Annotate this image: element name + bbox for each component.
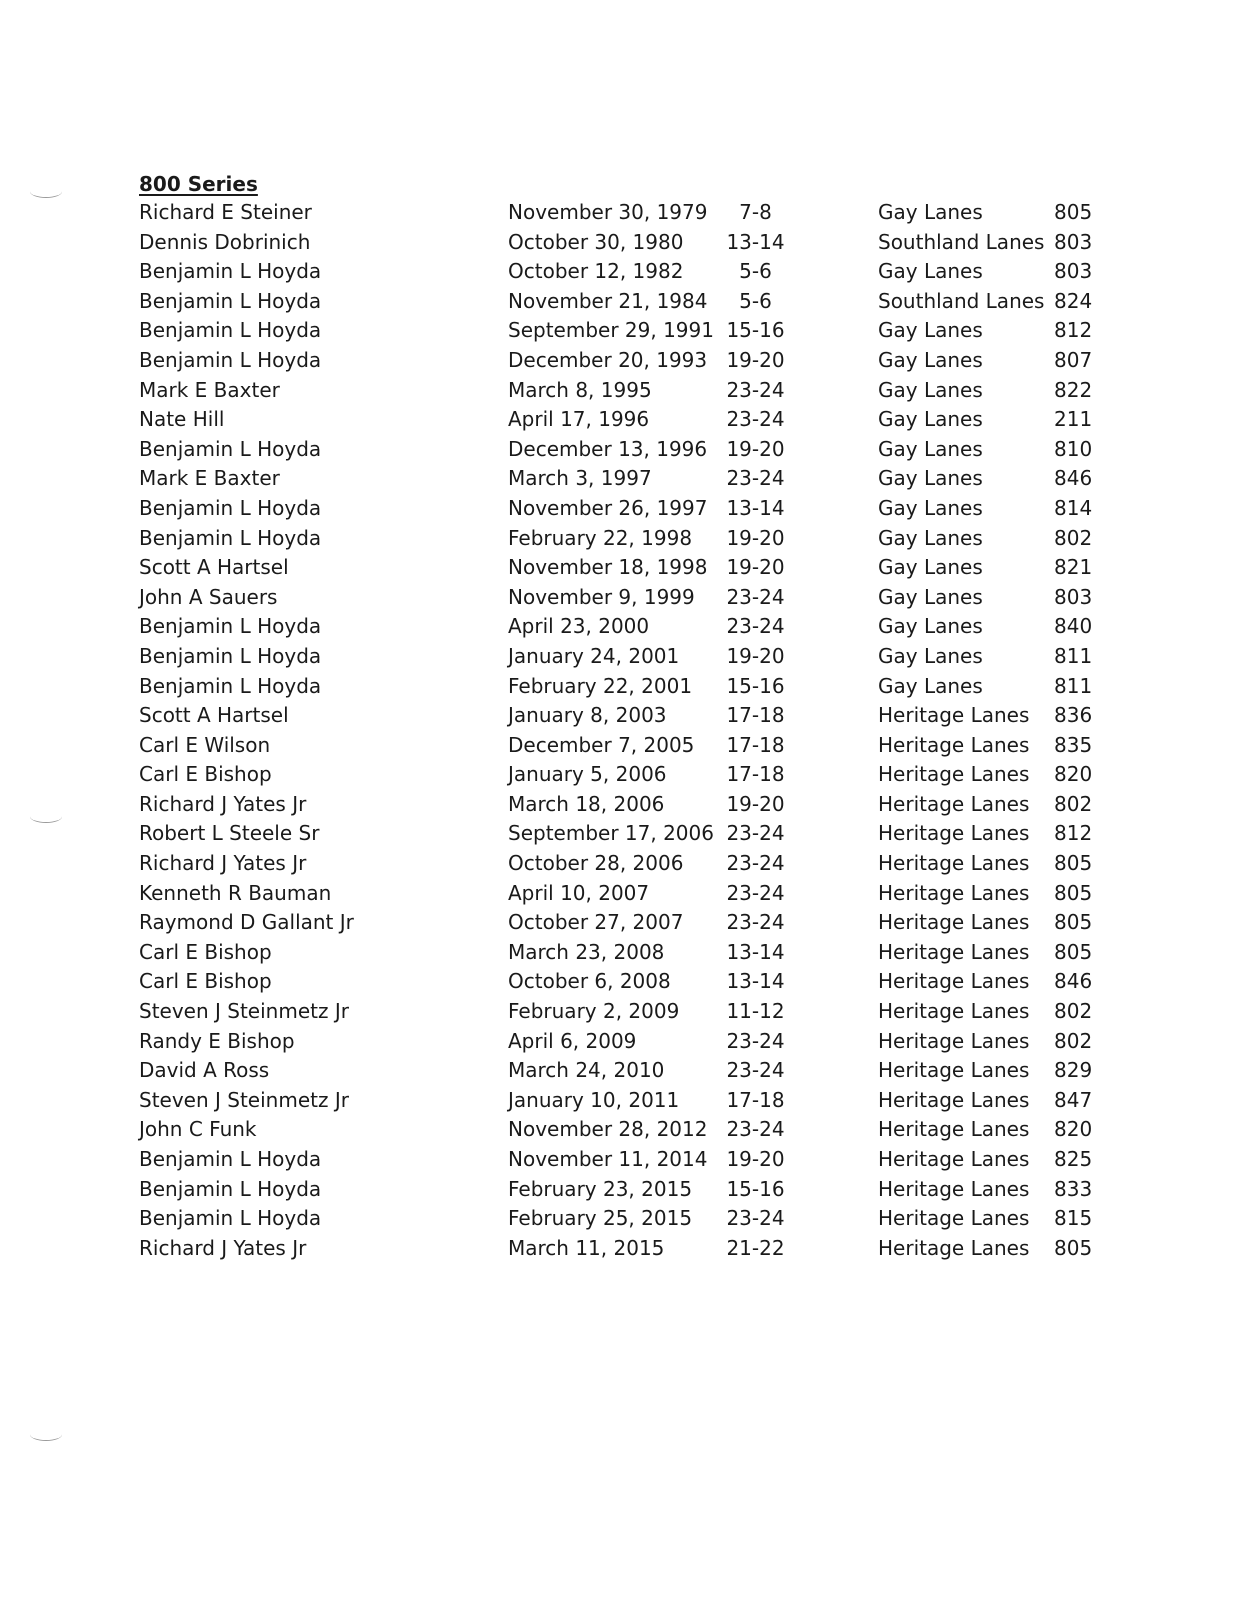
series-score: 833 <box>1054 1176 1093 1201</box>
lanes-name: Heritage Lanes <box>878 791 1030 816</box>
series-score: 805 <box>1054 939 1093 964</box>
series-score: 211 <box>1054 407 1093 432</box>
table-row <box>0 849 1245 879</box>
record-date: February 2, 2009 <box>508 999 680 1024</box>
table-row <box>0 316 1245 346</box>
lanes-name: Gay Lanes <box>878 436 983 461</box>
bowler-name: John A Sauers <box>139 584 278 609</box>
record-date: January 5, 2006 <box>508 762 667 787</box>
table-row <box>0 879 1245 909</box>
bowler-name: Kenneth R Bauman <box>139 880 332 905</box>
lanes-name: Gay Lanes <box>878 259 983 284</box>
series-score: 825 <box>1054 1147 1093 1171</box>
lanes-name: Gay Lanes <box>878 555 983 580</box>
table-row <box>0 464 1245 494</box>
series-score: 805 <box>1054 1235 1093 1260</box>
game-range: 23-24 <box>726 407 785 432</box>
table-row <box>0 494 1245 524</box>
game-range: 23-24 <box>726 377 785 402</box>
series-score: 805 <box>1054 880 1093 905</box>
series-score: 805 <box>1054 910 1093 935</box>
game-range: 13-14 <box>726 939 785 964</box>
record-date: October 6, 2008 <box>508 969 671 994</box>
game-range: 7-8 <box>739 200 772 224</box>
bowler-name: Richard J Yates Jr <box>139 851 307 876</box>
table-row <box>0 938 1245 968</box>
series-score: 810 <box>1054 436 1093 461</box>
game-range: 13-14 <box>726 495 785 520</box>
table-row <box>0 642 1245 672</box>
game-range: 23-24 <box>726 880 785 905</box>
record-date: March 3, 1997 <box>508 466 652 491</box>
game-range: 23-24 <box>726 910 785 935</box>
game-range: 23-24 <box>726 584 785 609</box>
bowler-name: Richard J Yates Jr <box>139 1235 307 1260</box>
record-date: November 21, 1984 <box>508 288 708 313</box>
table-row <box>0 524 1245 554</box>
game-range: 13-14 <box>726 969 785 994</box>
bowler-name: Benjamin L Hoyda <box>139 1206 322 1231</box>
game-range: 23-24 <box>726 1058 785 1083</box>
table-row <box>0 257 1245 287</box>
lanes-name: Gay Lanes <box>878 318 983 343</box>
lanes-name: Gay Lanes <box>878 673 983 698</box>
lanes-name: Southland Lanes <box>878 229 1045 254</box>
table-row <box>0 553 1245 583</box>
series-score: 824 <box>1054 288 1093 313</box>
record-date: March 24, 2010 <box>508 1058 665 1083</box>
record-date: March 18, 2006 <box>508 791 665 816</box>
bowler-name: Benjamin L Hoyda <box>139 347 322 372</box>
lanes-name: Heritage Lanes <box>878 1176 1030 1201</box>
table-row <box>0 1027 1245 1057</box>
table-row <box>0 1204 1245 1234</box>
record-date: December 7, 2005 <box>508 732 695 757</box>
lanes-name: Gay Lanes <box>878 466 983 491</box>
lanes-name: Heritage Lanes <box>878 969 1030 994</box>
bowler-name: Carl E Bishop <box>139 969 272 994</box>
game-range: 5-6 <box>739 259 772 284</box>
record-date: March 23, 2008 <box>508 939 665 964</box>
series-score: 829 <box>1054 1058 1093 1083</box>
bowler-name: Benjamin L Hoyda <box>139 288 322 313</box>
record-date: September 29, 1991 <box>508 318 714 343</box>
series-score: 803 <box>1054 584 1093 609</box>
record-date: January 24, 2001 <box>508 643 680 668</box>
series-score: 811 <box>1054 643 1093 668</box>
table-row <box>0 435 1245 465</box>
table-row <box>0 1234 1245 1264</box>
lanes-name: Heritage Lanes <box>878 880 1030 905</box>
record-date: February 22, 2001 <box>508 673 693 698</box>
table-row <box>0 731 1245 761</box>
bowler-name: Benjamin L Hoyda <box>139 525 322 550</box>
punch-hole-mark <box>30 1428 62 1441</box>
game-range: 13-14 <box>726 229 785 254</box>
series-score: 807 <box>1054 347 1093 372</box>
game-range: 23-24 <box>726 851 785 876</box>
game-range: 19-20 <box>726 643 785 668</box>
record-date: February 25, 2015 <box>508 1206 693 1231</box>
game-range: 17-18 <box>726 762 785 787</box>
table-row <box>0 228 1245 258</box>
lanes-name: Heritage Lanes <box>878 999 1030 1024</box>
table-row <box>0 997 1245 1027</box>
series-score: 822 <box>1054 377 1093 402</box>
record-date: October 28, 2006 <box>508 851 684 876</box>
table-row <box>0 612 1245 642</box>
record-date: April 6, 2009 <box>508 1028 637 1053</box>
record-date: April 23, 2000 <box>508 614 650 639</box>
series-score: 802 <box>1054 791 1093 816</box>
bowler-name: Carl E Bishop <box>139 762 272 787</box>
bowler-name: Benjamin L Hoyda <box>139 643 322 668</box>
series-score: 812 <box>1054 821 1093 846</box>
lanes-name: Gay Lanes <box>878 495 983 520</box>
bowler-name: Benjamin L Hoyda <box>139 495 322 520</box>
game-range: 15-16 <box>726 1176 785 1201</box>
record-date: March 8, 1995 <box>508 377 652 402</box>
record-date: October 30, 1980 <box>508 229 684 254</box>
record-date: April 10, 2007 <box>508 880 650 905</box>
bowler-name: Benjamin L Hoyda <box>139 436 322 461</box>
game-range: 17-18 <box>726 732 785 757</box>
table-row <box>0 287 1245 317</box>
lanes-name: Heritage Lanes <box>878 732 1030 757</box>
table-row <box>0 1145 1245 1175</box>
game-range: 15-16 <box>726 673 785 698</box>
series-score: 805 <box>1054 851 1093 876</box>
series-score: 820 <box>1054 762 1093 787</box>
bowler-name: David A Ross <box>139 1058 270 1083</box>
table-row <box>0 198 1245 228</box>
table-row <box>0 701 1245 731</box>
bowler-name: Dennis Dobrinich <box>139 229 311 254</box>
lanes-name: Heritage Lanes <box>878 1235 1030 1260</box>
game-range: 15-16 <box>726 318 785 343</box>
bowler-name: Benjamin L Hoyda <box>139 614 322 639</box>
table-row <box>0 760 1245 790</box>
series-score: 821 <box>1054 555 1093 580</box>
table-row <box>0 819 1245 849</box>
game-range: 19-20 <box>726 525 785 550</box>
game-range: 23-24 <box>726 614 785 639</box>
bowler-name: Benjamin L Hoyda <box>139 259 322 284</box>
record-date: November 28, 2012 <box>508 1117 708 1142</box>
bowler-name: Carl E Wilson <box>139 732 271 757</box>
lanes-name: Gay Lanes <box>878 584 983 609</box>
series-score: 814 <box>1054 495 1093 520</box>
game-range: 19-20 <box>726 347 785 372</box>
record-date: November 9, 1999 <box>508 584 695 609</box>
bowler-name: Benjamin L Hoyda <box>139 318 322 343</box>
lanes-name: Southland Lanes <box>878 288 1045 313</box>
lanes-name: Gay Lanes <box>878 643 983 668</box>
series-score: 802 <box>1054 1028 1093 1053</box>
record-date: October 27, 2007 <box>508 910 684 935</box>
lanes-name: Heritage Lanes <box>878 1147 1030 1171</box>
record-date: September 17, 2006 <box>508 821 714 846</box>
record-date: January 10, 2011 <box>508 1087 680 1112</box>
game-range: 5-6 <box>739 288 772 313</box>
bowler-name: Scott A Hartsel <box>139 555 289 580</box>
table-row <box>0 790 1245 820</box>
lanes-name: Gay Lanes <box>878 407 983 432</box>
record-date: November 30, 1979 <box>508 200 708 224</box>
table-row <box>0 1056 1245 1086</box>
punch-hole-mark <box>30 185 62 198</box>
game-range: 19-20 <box>726 791 785 816</box>
table-row <box>0 967 1245 997</box>
series-score: 803 <box>1054 259 1093 284</box>
record-date: October 12, 1982 <box>508 259 684 284</box>
section-heading: 800 Series <box>139 172 258 196</box>
table-row <box>0 672 1245 702</box>
table-row <box>0 346 1245 376</box>
lanes-name: Heritage Lanes <box>878 1087 1030 1112</box>
series-score: 815 <box>1054 1206 1093 1231</box>
bowler-name: John C Funk <box>139 1117 257 1142</box>
game-range: 17-18 <box>726 1087 785 1112</box>
lanes-name: Gay Lanes <box>878 200 983 224</box>
game-range: 19-20 <box>726 555 785 580</box>
lanes-name: Heritage Lanes <box>878 762 1030 787</box>
record-date: November 26, 1997 <box>508 495 708 520</box>
bowler-name: Richard J Yates Jr <box>139 791 307 816</box>
series-score: 820 <box>1054 1117 1093 1142</box>
bowler-name: Benjamin L Hoyda <box>139 1147 322 1171</box>
record-date: March 11, 2015 <box>508 1235 665 1260</box>
lanes-name: Gay Lanes <box>878 347 983 372</box>
game-range: 23-24 <box>726 466 785 491</box>
game-range: 23-24 <box>726 821 785 846</box>
series-score: 803 <box>1054 229 1093 254</box>
table-row <box>0 1086 1245 1116</box>
bowler-name: Steven J Steinmetz Jr <box>139 999 349 1024</box>
bowler-name: Steven J Steinmetz Jr <box>139 1087 349 1112</box>
lanes-name: Heritage Lanes <box>878 821 1030 846</box>
game-range: 19-20 <box>726 1147 785 1171</box>
game-range: 19-20 <box>726 436 785 461</box>
table-row <box>0 376 1245 406</box>
record-date: January 8, 2003 <box>508 703 667 728</box>
records-list <box>0 198 1245 1263</box>
bowler-name: Robert L Steele Sr <box>139 821 320 846</box>
table-row <box>0 908 1245 938</box>
record-date: April 17, 1996 <box>508 407 650 432</box>
series-score: 846 <box>1054 969 1093 994</box>
lanes-name: Heritage Lanes <box>878 939 1030 964</box>
series-score: 846 <box>1054 466 1093 491</box>
table-row <box>0 1115 1245 1145</box>
table-row <box>0 1175 1245 1205</box>
bowler-name: Mark E Baxter <box>139 377 280 402</box>
table-row <box>0 583 1245 613</box>
series-score: 802 <box>1054 999 1093 1024</box>
record-date: February 22, 1998 <box>508 525 693 550</box>
record-date: December 20, 1993 <box>508 347 708 372</box>
record-date: November 18, 1998 <box>508 555 708 580</box>
series-score: 836 <box>1054 703 1093 728</box>
table-row <box>0 405 1245 435</box>
bowler-name: Richard E Steiner <box>139 200 312 224</box>
record-date: December 13, 1996 <box>508 436 708 461</box>
bowler-name: Benjamin L Hoyda <box>139 673 322 698</box>
series-score: 811 <box>1054 673 1093 698</box>
lanes-name: Heritage Lanes <box>878 1058 1030 1083</box>
series-score: 812 <box>1054 318 1093 343</box>
lanes-name: Heritage Lanes <box>878 703 1030 728</box>
bowler-name: Nate Hill <box>139 407 225 432</box>
game-range: 23-24 <box>726 1028 785 1053</box>
game-range: 21-22 <box>726 1235 785 1260</box>
bowler-name: Scott A Hartsel <box>139 703 289 728</box>
series-score: 805 <box>1054 200 1093 224</box>
series-score: 847 <box>1054 1087 1093 1112</box>
bowler-name: Raymond D Gallant Jr <box>139 910 354 935</box>
series-score: 802 <box>1054 525 1093 550</box>
series-score: 840 <box>1054 614 1093 639</box>
lanes-name: Gay Lanes <box>878 377 983 402</box>
record-date: February 23, 2015 <box>508 1176 693 1201</box>
game-range: 23-24 <box>726 1206 785 1231</box>
lanes-name: Gay Lanes <box>878 525 983 550</box>
bowler-name: Benjamin L Hoyda <box>139 1176 322 1201</box>
record-date: November 11, 2014 <box>508 1147 708 1171</box>
series-score: 835 <box>1054 732 1093 757</box>
game-range: 11-12 <box>726 999 785 1024</box>
bowler-name: Mark E Baxter <box>139 466 280 491</box>
lanes-name: Heritage Lanes <box>878 851 1030 876</box>
lanes-name: Heritage Lanes <box>878 910 1030 935</box>
lanes-name: Heritage Lanes <box>878 1206 1030 1231</box>
bowler-name: Carl E Bishop <box>139 939 272 964</box>
game-range: 17-18 <box>726 703 785 728</box>
lanes-name: Gay Lanes <box>878 614 983 639</box>
lanes-name: Heritage Lanes <box>878 1028 1030 1053</box>
lanes-name: Heritage Lanes <box>878 1117 1030 1142</box>
bowler-name: Randy E Bishop <box>139 1028 295 1053</box>
game-range: 23-24 <box>726 1117 785 1142</box>
